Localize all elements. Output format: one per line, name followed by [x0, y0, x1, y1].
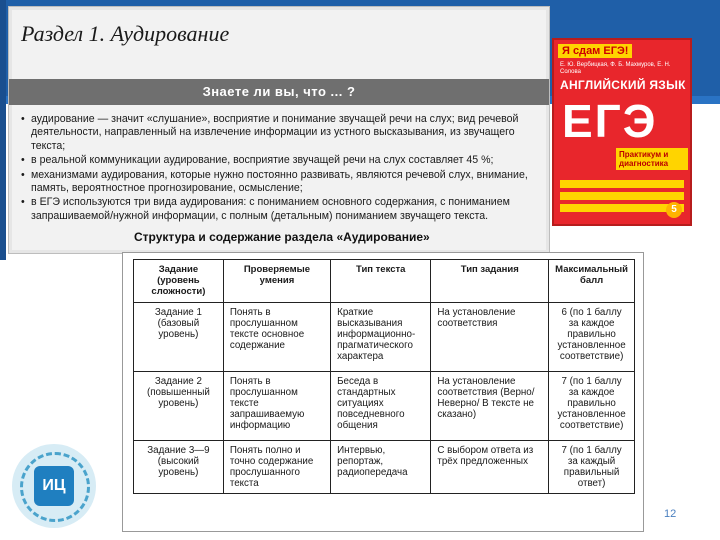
- list-item: • аудирование — значит «слушание», восприятие и понимание звучащей речи на слух; вид речевой деятельности, направленный на извлечение информации из устного высказывания, из звучащего текста;: [21, 113, 541, 153]
- book-badge: 5: [666, 202, 682, 218]
- list-item: • в реальной коммуникации аудирование, восприятие звучащей речи на слух составляет 45 %;: [21, 154, 541, 167]
- table-cell: Интервью, репортаж, радиопередача: [331, 441, 431, 494]
- book-big-title: ЕГЭ: [562, 95, 658, 147]
- table-cell: Задание 3—9 (высокий уровень): [134, 441, 224, 494]
- table-row: [134, 372, 635, 441]
- banner-text: Знаете ли вы, что ... ?: [202, 84, 356, 99]
- book-language: АНГЛИЙСКИЙ ЯЗЫК: [560, 78, 686, 92]
- page-number: 12: [664, 508, 677, 520]
- table-title: Структура и содержание раздела «Аудирование»: [134, 230, 430, 244]
- table-cell: Краткие высказывания информационно-прагматического характера: [331, 303, 431, 372]
- structure-table: [133, 259, 635, 494]
- table-cell: Понять в прослушанном тексте основное содержание: [223, 303, 330, 372]
- textbook-excerpt: [8, 6, 550, 254]
- table-cell: Беседа в стандартных ситуациях повседневного общения: [331, 372, 431, 441]
- list-item: • в ЕГЭ используются три вида аудирования: с пониманием основного содержания, с пониманием запрашиваемой/нужной информации, с полным (детальным) пониманием звучащего текста.: [21, 196, 541, 223]
- table-cell: 7 (по 1 баллу за каждый правильный ответ): [549, 441, 635, 494]
- facts-list: [21, 113, 541, 224]
- left-accent-bar: [0, 0, 6, 260]
- table-header-row: [134, 260, 635, 303]
- book-subtitle: Практикум и диагностика: [616, 148, 688, 170]
- table-cell: Понять в прослушанном тексте запрашиваемую информацию: [223, 372, 330, 441]
- table-cell: С выбором ответа из трёх предложенных: [431, 441, 549, 494]
- structure-table-panel: [122, 252, 644, 532]
- section-title: Раздел 1. Аудирование: [21, 21, 230, 46]
- table-cell: На установление соответствия: [431, 303, 549, 372]
- book-brand: Я сдам ЕГЭ!: [558, 44, 632, 58]
- book-authors: Е. Ю. Вербицкая, Ф. Б. Махмуров, Е. Н. Солова: [560, 62, 671, 75]
- table-cell: Понять полно и точно содержание прослушанного текста: [223, 441, 330, 494]
- table-cell: Задание 2 (повышенный уровень): [134, 372, 224, 441]
- logo-mark: ИЦ: [34, 466, 74, 506]
- col-header: Тип задания: [431, 260, 549, 303]
- table-cell: 7 (по 1 баллу за каждое правильно установленное соответствие): [549, 372, 635, 441]
- col-header: Проверяемые умения: [223, 260, 330, 303]
- list-item: • механизмами аудирования, которые нужно постоянно развивать, являются речевой слух, внимание, память, вероятностное прогнозирование, осмысление;: [21, 169, 541, 196]
- table-row: [134, 441, 635, 494]
- did-you-know-banner: [9, 79, 549, 105]
- col-header: Максимальный балл: [549, 260, 635, 303]
- col-header: Тип текста: [331, 260, 431, 303]
- logo: [12, 444, 96, 528]
- table-cell: 6 (по 1 баллу за каждое правильно установленное соответствие): [549, 303, 635, 372]
- book-cover: [552, 38, 692, 226]
- table-row: [134, 303, 635, 372]
- col-header: Задание (уровень сложности): [134, 260, 224, 303]
- table-cell: Задание 1 (базовый уровень): [134, 303, 224, 372]
- table-cell: На установление соответствия (Верно/Неверно/ В тексте не сказано): [431, 372, 549, 441]
